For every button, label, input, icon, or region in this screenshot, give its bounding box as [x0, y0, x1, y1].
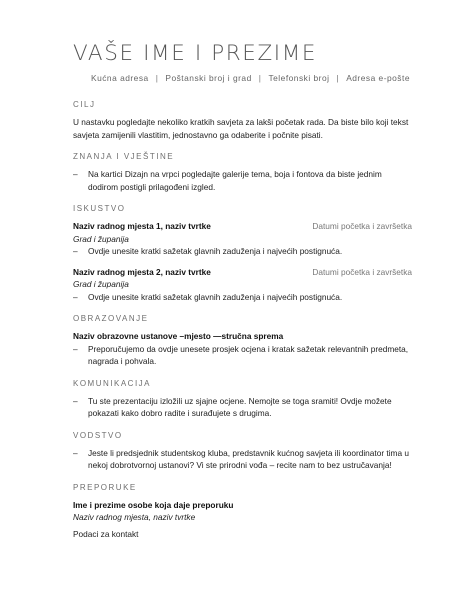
reference-position[interactable]: Naziv radnog mjesta, naziv tvrtke — [73, 512, 196, 522]
resume-name[interactable]: VAŠE IME I PREZIME — [73, 41, 318, 66]
list-item[interactable] — [73, 291, 412, 304]
section-experience — [73, 204, 412, 303]
bullet-dash: – — [73, 447, 78, 458]
section-heading: VODSTVO — [73, 430, 123, 440]
job-entry — [73, 220, 412, 258]
contact-email[interactable]: Adresa e-pošte — [346, 73, 410, 83]
section-skills — [73, 152, 412, 193]
section-heading: ISKUSTVO — [73, 204, 126, 213]
reference-contact[interactable]: Podaci za kontakt — [73, 528, 139, 539]
job-location[interactable]: Grad i županija — [73, 233, 129, 244]
section-heading: OBRAZOVANJE — [73, 314, 149, 323]
section-heading: CILJ — [73, 100, 96, 109]
job-summary: Ovdje unesite kratki sažetak glavnih zaduženja i najvećih postignuća. — [88, 246, 343, 256]
bullet-dash: – — [73, 395, 78, 406]
job-header — [73, 220, 412, 233]
job-entry — [73, 266, 412, 304]
section-communication — [73, 379, 412, 420]
section-heading: ZNANJA I VJEŠTINE — [73, 152, 175, 161]
bullet-dash: – — [73, 291, 78, 302]
contact-line — [91, 73, 412, 83]
education-summary: Preporučujemo da ovdje unesete prosjek ocjena i kratak sažetak relevantnih predmeta, nagrada i pohvala. — [88, 343, 409, 366]
bullet-dash: – — [73, 343, 78, 354]
job-title[interactable]: Naziv radnog mjesta 2, naziv tvrtke — [73, 266, 211, 277]
objective-text[interactable]: U nastavku pogledajte nekoliko kratkih savjeta za lakši početak rada. Da biste bilo koji tekst savjeta zamijenili vlastitim, jednostavno ga odaberite i počnite pisati. — [73, 117, 409, 140]
communication-text: Tu ste prezentaciju izložili uz sjajne ocjene. Nemojte se toga sramiti! Ovdje možete pokazati kako dobro radite i surađujete s drugima. — [88, 395, 392, 418]
contact-postal-city[interactable]: Poštanski broj i grad — [165, 73, 252, 83]
contact-phone[interactable]: Telefonski broj — [268, 73, 330, 83]
section-education — [73, 314, 412, 368]
section-objective — [73, 100, 412, 141]
contact-separator: | — [155, 73, 159, 83]
bullet-dash: – — [73, 246, 78, 256]
bullet-dash: – — [73, 169, 78, 179]
job-dates[interactable]: Datumi početka i završetka — [312, 221, 412, 231]
education-heading[interactable]: Naziv obrazovne ustanove –mjesto —stručna sprema — [73, 331, 284, 341]
leadership-text: Jeste li predsjednik studentskog kluba, predstavnik kućnog savjeta ili koordinator tima u nekoj dobrotvornoj ustanovi? Vi ste prirodni vođa – recite nam to bez ustručavanja! — [88, 447, 409, 470]
job-location[interactable]: Grad i županija — [73, 279, 129, 289]
list-item[interactable] — [73, 168, 412, 193]
contact-separator: | — [258, 73, 262, 83]
section-heading: KOMUNIKACIJA — [73, 378, 152, 388]
job-title[interactable]: Naziv radnog mjesta 1, naziv tvrtke — [73, 221, 211, 231]
job-header — [73, 266, 412, 279]
contact-separator: | — [336, 73, 340, 83]
job-dates[interactable]: Datumi početka i završetka — [312, 266, 412, 277]
job-summary: Ovdje unesite kratki sažetak glavnih zaduženja i najvećih postignuća. — [88, 291, 343, 302]
section-heading: PREPORUKE — [73, 482, 137, 492]
section-references — [73, 483, 412, 541]
contact-home-address[interactable]: Kućna adresa — [91, 73, 149, 83]
section-leadership — [73, 431, 412, 472]
list-item[interactable] — [73, 245, 412, 258]
list-item[interactable] — [73, 447, 412, 472]
reference-name[interactable]: Ime i prezime osobe koja daje preporuku — [73, 499, 234, 510]
list-item[interactable] — [73, 343, 412, 368]
skills-text: Na kartici Dizajn na vrpci pogledajte galerije tema, boja i fontova da biste jednim dodirom postigli prilagođeni izgled. — [88, 169, 382, 192]
list-item[interactable] — [73, 395, 412, 420]
